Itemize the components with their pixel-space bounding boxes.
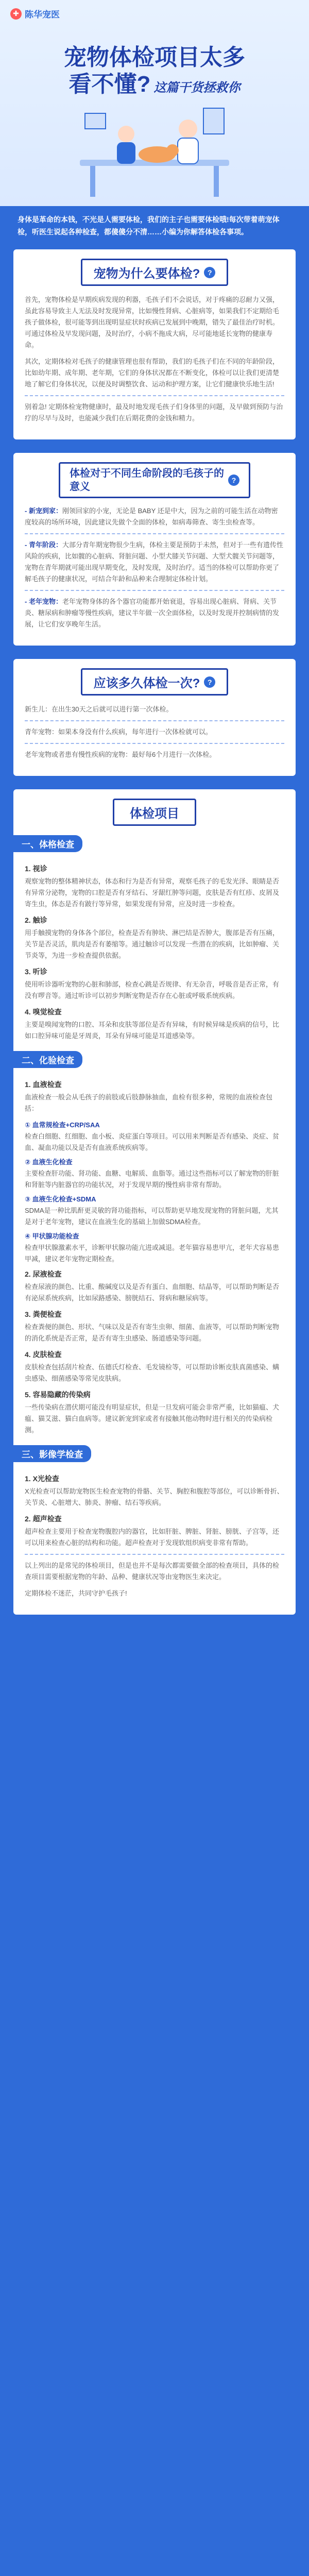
item-title: 3. 粪便检查 (25, 1310, 62, 1318)
divider (25, 1554, 284, 1555)
item-text: 观察宠物的整体精神状态，体态和行为是否有异常，观察毛孩子的毛发光泽、眼睛是否有异常分泌物，宠物的口腔是否有牙结石、牙龈红肿等问题，皮肤是否有红疹、皮屑及寄生虫，体态是否有跛行等异常，如果发现有异常，应及时进一步检查。 (25, 877, 280, 908)
logo-text: 陈华宠医 (25, 10, 60, 20)
divider (25, 720, 284, 721)
why-paragraph-1: 首先，宠物体检是早期疾病发现的利器，毛孩子们不会说话，对于疼痛的忍耐力又强，虽此容易导致主人无法及时发现异常，比如慢性肾病、心脏病等，如果我们不定期给毛孩子做体检，很可能等到出现明显症状时疾病已发展到中晚期，错失了最佳治疗时机。可通过体检及早发现问题，及时治疗，小病不拖成大病，尽可能地延长宠物的健康寿命。 (25, 296, 280, 349)
item-text: 主要是嗅闻宠物的口腔、耳朵和皮肤等部位是否有异味，有时候异味是疾病的信号，比如口腔异味可能是牙周炎，耳朵有异味可能是耳道感染等。 (25, 1021, 280, 1040)
sub-item: ② 血液生化检查 主要检查肝功能、肾功能、血糖、电解质、血脂等。通过这些指标可以了解宠物的肝脏和肾脏等内脏器官的功能状况，对于发现早期的慢性病非常有帮助。 (25, 1158, 280, 1189)
divider (25, 395, 284, 396)
divider (25, 590, 284, 591)
imaging-note: 以上列出的是常见的体检项目，但是也并不是每次都需要做全部的检查项目，具体的检查项目需要根据宠物的年龄、品种、健康状况等由宠物医生来决定。 (25, 1562, 280, 1581)
frequency-young: 青年宠物：如果本身没有什么疾病，每年进行一次体检就可以。 (25, 728, 213, 736)
divider (25, 743, 284, 744)
frequency-card (13, 659, 296, 776)
item-title: 1. 视诊 (25, 865, 47, 873)
hero-title (0, 44, 309, 101)
item-title: 1. X光检查 (25, 1475, 59, 1483)
divider (25, 533, 284, 534)
hero (0, 0, 309, 206)
frequency-newborn: 新生儿：在出生30天之后就可以进行第一次体检。 (25, 705, 173, 713)
section-lab: 二、化验检查 (13, 1051, 82, 1068)
stage-young: - 青年阶段：大部分青年期宠物很少生病，体检主要是预防于未然，但对于一些有遗传性风险的疾病，比如髋的心脏病、肾脏问题、小型犬膝关节问题、大型犬髋关节问题等，宠物在青年期就可能出现早期变化，及时发现，及时治疗。适当的体检可以帮助你更了解毛孩子的健康状况，可结合年龄和品种来合理制定体检计划。 (25, 541, 283, 583)
item-text: 超声检查主要用于检查宠物腹腔内的器官，比如肝脏、脾脏、肾脏、膀胱、子宫等，还可以用来检查心脏的结构和功能。超声检查对于发现软组织病变非常有帮助。 (25, 1528, 280, 1547)
stage-senior: - 老年宠物：老年宠物身体的各个器官功能都开始衰退，容易出现心脏病、肾病、关节炎、糖尿病和肿瘤等慢性疾病，建议半年做一次全面体检，以及时发现并控制病情的发展，让它们安享晚年生活。 (25, 598, 280, 628)
sub-item: ① 血常规检查+CRP/SAA 检查白细胞、红细胞、血小板、炎症蛋白等项目。可以用来判断是否有感染、炎症、贫血、凝血功能以及是否有血液系统疾病等。 (25, 1121, 280, 1151)
hero-title-line2: 看不懂? 这篇干货拯救你 (68, 72, 241, 97)
item-text: 用手触摸宠物的身体各个部位，检查是否有肿块、淋巴结是否肿大，腹部是否有压痛，关节是否灵活，肌肉是否有萎缩等。通过触诊可以发现一些潜在的疾病，比如肿瘤、关节炎等，为进一步检查提供依据。 (25, 929, 280, 959)
item-title: 4. 皮肤检查 (25, 1350, 62, 1359)
why-title-tag (81, 259, 229, 286)
stages-title-tag (59, 462, 250, 498)
paw-icon: ✚ (10, 8, 22, 20)
footer-text: 定期体检不迷茫，共同守护毛孩子! (25, 1589, 127, 1597)
stage-new: - 新宠到家：刚领回家的小宠，无论是 BABY 还是中大，因为之前的可能生活在动物密度较高的场所环境，因此建议先做个全面的体检，如病毒筛查、寄生虫检查等。 (25, 507, 278, 526)
item-text: 检查尿液的颜色、比重、酸碱度以及是否有蛋白、血细胞、结晶等，可以帮助判断是否有泌尿系统疾病，比如尿路感染、膀胱结石、肾病和糖尿病等。 (25, 1283, 280, 1302)
section-physical: 一、体格检查 (13, 835, 82, 852)
stages-title: 体检对于不同生命阶段的毛孩子的意义 (70, 468, 224, 493)
intro-text: 身体是革命的本钱，不光是人需要体检，我们的主子也需要体检哦!每次带着萌宠体检，听医生说起各种检查，都傻傻分不清……小编为你解答体检各事项。 (18, 215, 280, 236)
hero-subtitle: 这篇干货拯救你 (153, 81, 241, 95)
item-title: 2. 尿液检查 (25, 1270, 62, 1278)
why-paragraph-2: 其次，定期体检对毛孩子的健康管理也很有帮助，我们的毛孩子们在不同的年龄阶段，比如幼年期、成年期、老年期，它们的身体状况都在不断变化，体检可以让我们更清楚地了解它们身体状况，以便及时调整饮食、运动和护理方案，让它们健康快乐地生活! (25, 358, 280, 388)
frequency-senior: 老年宠物或者患有慢性疾病的宠物：最好每6个月进行一次体检。 (25, 751, 216, 758)
item-text: 检查粪便的颜色、形状、气味以及是否有寄生虫卵、细菌、血液等，可以帮助判断宠物的消化系统是否正常，是否有寄生虫感染、肠道感染等问题。 (25, 1323, 280, 1342)
item-text: 血液检查一般会从毛孩子的前肢或后肢静脉抽血，血检有很多种，常规的血液检查包括： (25, 1093, 273, 1112)
item-text: 一些传染病在潜伏期可能没有明显症状，但是一旦发病可能会非常严重，比如猫瘟、犬瘟、猫艾滋、猫白血病等。建议新宠到家或者有接触其他动物时进行相关的传染病检测。 (25, 1403, 280, 1434)
question-icon: ? (228, 474, 239, 486)
frequency-title: 应该多久体检一次? (93, 676, 200, 690)
hero-title-line1: 宠物体检项目太多 (64, 45, 245, 70)
item-text: X光检查可以帮助宠物医生检查宠物的骨骼、关节、胸腔和腹腔等部位，可以诊断骨折、关节炎、心脏增大、肺炎、肿瘤、结石等疾病。 (25, 1487, 284, 1506)
why-paragraph-3: 别着急! 定期体检宠物健康时，最及时地发现毛孩子们身体里的问题，及早做到预防与治疗的尽早与及时，也能减少我们在后期花费的金钱和精力。 (25, 403, 283, 422)
brand-logo (10, 7, 60, 20)
why-card (13, 249, 296, 439)
item-title: 4. 嗅觉检查 (25, 1008, 62, 1016)
item-title: 2. 超声检查 (25, 1515, 62, 1523)
items-title: 体检项目 (113, 799, 196, 826)
question-icon: ? (204, 267, 215, 278)
item-text: 使用听诊器听宠物的心脏和肺部，检查心跳是否规律、有无杂音，呼吸音是否正常，有没有啰音等。通过听诊可以初步判断宠物是否存在心脏或呼吸系统疾病。 (25, 980, 280, 999)
item-title: 5. 容易隐藏的传染病 (25, 1391, 91, 1399)
item-text: 皮肤检查包括刮片检查、伍德氏灯检查、毛发镜检等，可以帮助诊断皮肤真菌感染、螨虫感染、细菌感染等常见皮肤病。 (25, 1363, 280, 1382)
stages-card (13, 453, 296, 646)
section-imaging: 三、影像学检查 (13, 1445, 91, 1462)
item-title: 1. 血液检查 (25, 1080, 62, 1089)
items-card (13, 789, 296, 1615)
vet-illustration (70, 103, 239, 201)
sub-item: ③ 血液生化检查+SDMA SDMA是一种比肌酐更灵敏的肾功能指标，可以帮助更早地发现宠物的肾脏问题，尤其是对于老年宠物，建议在血液生化的基础上加做SDMA检查。 (25, 1195, 279, 1226)
item-title: 3. 听诊 (25, 968, 47, 976)
item-title: 2. 触诊 (25, 916, 47, 924)
sub-item: ④ 甲状腺功能检查 检查甲状腺激素水平，诊断甲状腺功能亢进或减退。老年猫容易患甲亢，老年犬容易患甲减，建议老年宠物定期检查。 (25, 1232, 280, 1263)
why-title: 宠物为什么要体检? (93, 267, 200, 281)
question-icon: ? (204, 676, 215, 688)
frequency-title-tag (81, 668, 229, 696)
